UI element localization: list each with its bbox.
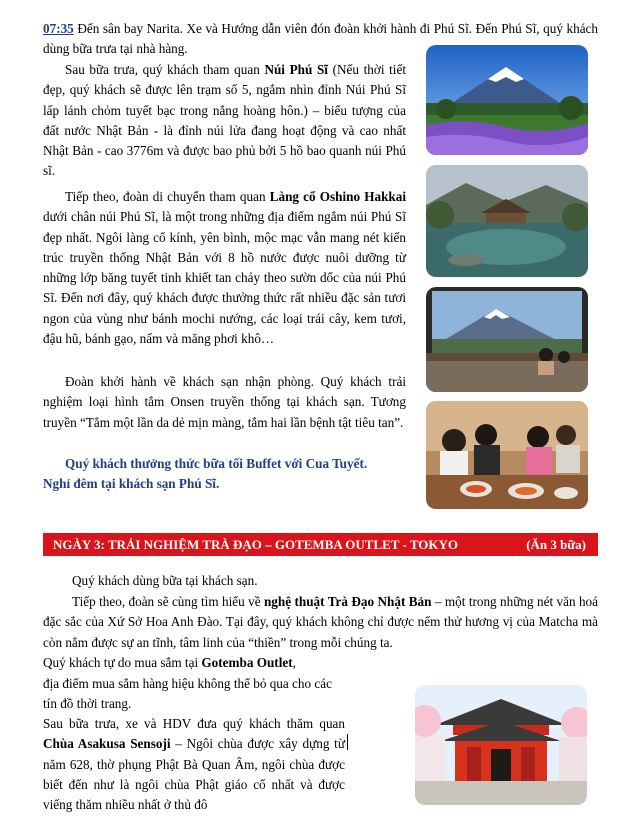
onsen-paragraph <box>43 372 406 433</box>
tea-ceremony-paragraph <box>43 592 598 653</box>
overnight-note: Nghỉ đêm tại khách sạn Phú Sĩ. <box>43 476 220 491</box>
oshino-paragraph <box>43 187 406 349</box>
fuji-text-c: (Nếu thời tiết đẹp, quý khách sẽ được lên trạm số 5, ngắm nhìn đỉnh Núi Phú Sĩ lấp lánh chỏm tuyết bạc trong nắng hoàng hôn.) – biểu tượng của đất nước Nhật Bản - là đỉnh núi lửa đang hoạt động và cao nhất Nhật Bản - cao 3776m và được bao phủ bởi 5 hồ bao quanh núi Phú sĩ. <box>43 62 406 179</box>
tea-text-c: – một trong những nét văn hoá đặc sắc của Xứ Sở Hoa Anh Đào. Tại đây, quý khách không chỉ được nếm thử hương vị của Matcha mà còn nắm được sự an tĩnh, tâm linh của “thiền” trong mỗi chúng ta. <box>43 594 598 650</box>
onsen-photo <box>426 287 588 392</box>
gotemba-paragraph <box>43 653 353 673</box>
day3-title: NGÀY 3: TRẢI NGHIỆM TRÀ ĐẠO – GOTEMBA OUTLET - TOKYO <box>53 537 458 552</box>
oshino-hakkai-photo <box>426 165 588 277</box>
tea-name: nghệ thuật Trà Đạo Nhật Bản <box>263 594 432 609</box>
intro-text: Đến sân bay Narita. Xe và Hướng dẫn viên đón đoàn khởi hành đi Phú Sĩ. Đến Phú Sĩ, quý khách dùng bữa trưa tại nhà hàng. <box>43 21 598 57</box>
asakusa-text-a: Sau bữa trưa, xe và HDV đưa quý khách thăm quan <box>43 716 345 731</box>
fuji-paragraph <box>43 60 406 182</box>
tea-text-a: Tiếp theo, đoàn sẽ cùng tìm hiểu về <box>72 594 264 609</box>
day3-meals: (Ăn 3 bữa) <box>526 537 586 552</box>
asakusa-text-c: – Ngôi chùa được xây dựng từ năm 628, thờ phụng Phật Bà Quan Âm, ngôi chùa được biết đến như là ngôi chùa Phật giáo cổ nhất và được viếng thăm nhiều nhất ở thủ đô <box>43 736 345 813</box>
arrival-time: 07:35 <box>43 21 74 36</box>
gotemba-desc: địa điểm mua sắm hàng hiệu không thể bỏ qua cho các tín đồ thời trang. <box>43 676 332 712</box>
day3-header <box>43 533 598 556</box>
onsen-text: Đoàn khởi hành về khách sạn nhận phòng. Quý khách trải nghiệm loại hình tắm Onsen truyền thống tại khách sạn. Tương truyền “Tắm một lần da dẻ mịn màng, tắm hai lần bệnh tật tiêu tan”. <box>43 374 406 430</box>
oshino-text-c: dưới chân núi Phú Sĩ, là một trong những địa điểm ngắm núi Phú Sĩ đẹp nhất. Ngôi làng cổ kính, yên bình, mộc mạc vẫn mang nét kiến trúc truyền thống Nhật Bản với 8 hồ nước được nuôi dưỡng từ những lớp băng tuyết tinh khiết tan chảy theo sườn dốc của núi Phú Sĩ. Đến nơi đây, quý khách được thưởng thức rất nhiều đặc sản tươi ngon của vùng như bánh mochi nướng, các loại trái cây, kem tươi, đậu hũ, bánh gạo, nấm và măng phơi khô… <box>43 209 406 347</box>
oshino-text-a: Tiếp theo, đoàn di chuyển tham quan <box>65 189 270 204</box>
dinner-note: Quý khách thưởng thức bữa tối Buffet với Cua Tuyết. <box>65 456 368 471</box>
gotemba-text-a: Quý khách tự do mua sắm tại <box>43 655 202 670</box>
fuji-name: Núi Phú Sĩ <box>264 62 328 77</box>
text-cursor <box>347 734 348 750</box>
gotemba-name: Gotemba Outlet <box>201 655 293 670</box>
fuji-text-a: Sau bữa trưa, quý khách tham quan <box>65 62 265 77</box>
crab-buffet-photo <box>426 401 588 509</box>
mount-fuji-photo <box>426 45 588 155</box>
day3-breakfast: Quý khách dùng bữa tại khách sạn. <box>72 573 258 588</box>
asakusa-paragraph <box>43 714 345 815</box>
asakusa-name: Chùa Asakusa Sensoji <box>43 736 171 752</box>
oshino-name: Làng cổ Oshino Hakkai <box>269 189 406 204</box>
gotemba-comma: , <box>292 655 296 670</box>
sensoji-temple-photo <box>415 685 587 805</box>
